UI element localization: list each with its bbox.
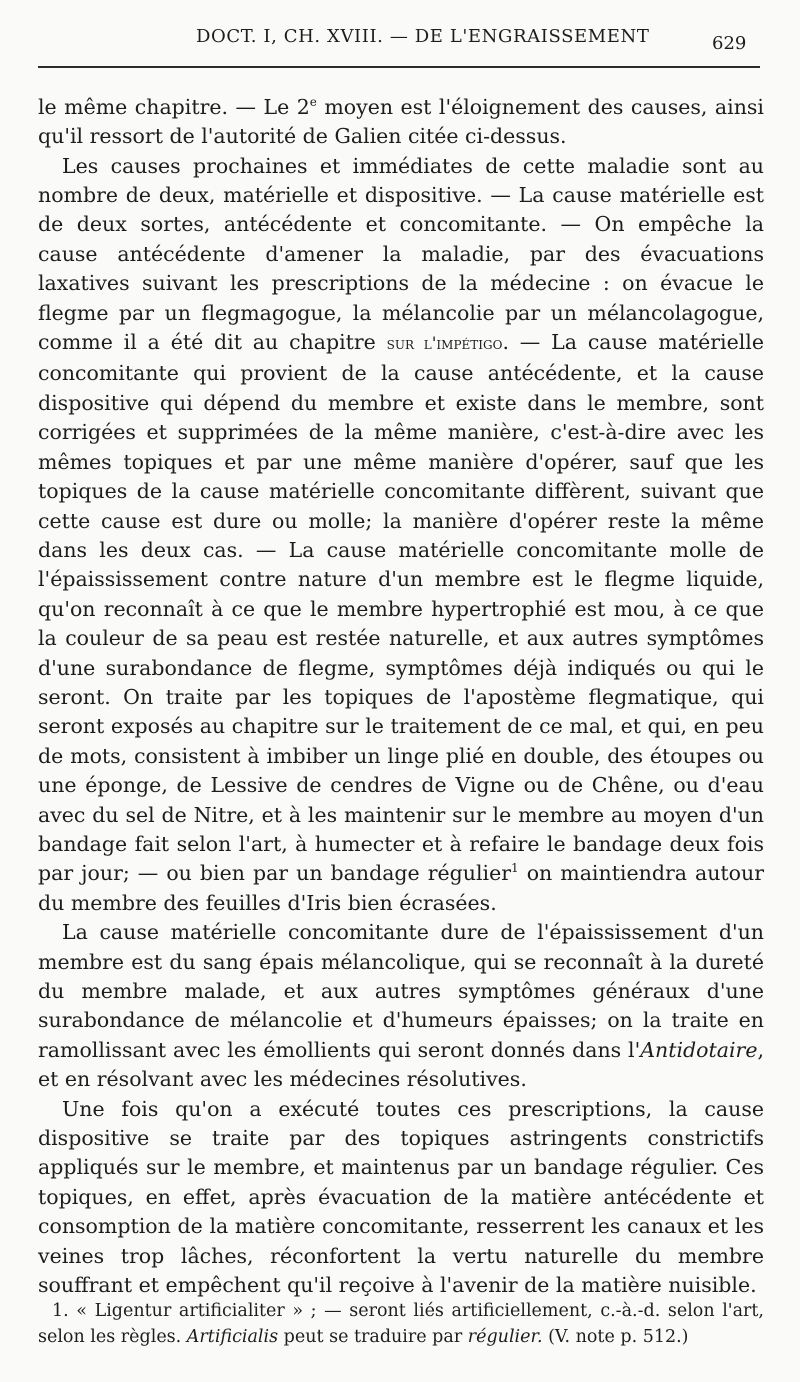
header-rule xyxy=(38,66,760,68)
p1-text-a: le même chapitre. — Le 2 xyxy=(38,94,310,119)
footnote-reference[interactable]: 1 xyxy=(511,861,519,876)
footnote-text-a: « Ligentur artificialiter » ; — seront liés artificiellement, c.-à.-d. selon l'art, selon les règles. xyxy=(38,1301,764,1347)
paragraph-1 xyxy=(38,88,764,152)
p3-text-a: La cause matérielle concomitante dure de l'épaississement d'un membre est du sang épais mélancolique, qui se reconnaît à la dureté du membre malade, et aux autres symptômes généraux d'une surabondance de mélancolie et d'humeurs épaisses; on la traite en ramollissant avec les émollients qui seront donnés dans l' xyxy=(38,920,764,1062)
paragraph-2 xyxy=(38,152,764,919)
chapter-reference: sur l'impétigo xyxy=(386,334,503,355)
running-title: DOCT. I, CH. XVIII. — DE L'ENGRAISSEMENT xyxy=(196,26,650,47)
footnote-number: 1. xyxy=(52,1301,69,1321)
footnote-text-c: (V. note p. 512.) xyxy=(542,1327,689,1347)
paragraph-3 xyxy=(38,918,764,1094)
main-text xyxy=(38,88,764,1300)
p2-text-c: on maintiendra autour du membre des feuilles d'Iris bien écrasées. xyxy=(38,861,764,915)
paragraph-4: Une fois qu'on a exécuté toutes ces prescriptions, la cause dispositive se traite par des topiques astringents constrictifs appliqués sur le membre, et maintenus par un bandage régulier. Ces topiques, en effet, après évacuation de la matière antécédente et consomption de la matière concomitante, resserrent les canaux et les veines trop lâches, réconfortent la vertu naturelle du membre souffrant et empêchent qu'il reçoive à l'avenir de la matière nuisible. xyxy=(38,1096,764,1298)
footnote-italic-1: Artificialis xyxy=(186,1327,279,1347)
p1-text-b: moyen est l'éloignement des causes, ainsi qu'il ressort de l'autorité de Galien citée ci-dessus. xyxy=(38,94,764,149)
antidotaire-title: Antidotaire xyxy=(640,1037,758,1062)
p2-text-a: Les causes prochaines et immédiates de cette maladie sont au nombre de deux, matérielle et dispositive. — La cause matérielle est de deux sortes, antécédente et concomitante. — On empêche la cause antécédente d'amener la maladie, par des évacuations laxatives suivant les prescriptions de la médecine : on évacue le flegme par un flegmagogue, la mélancolie par un mélancolagogue, comme il a été dit au chapitre xyxy=(38,153,764,355)
footnote xyxy=(38,1298,764,1350)
footnote-italic-2: régulier. xyxy=(467,1327,543,1347)
p1-superscript: e xyxy=(309,95,317,109)
footnote-text-b: peut se traduire par xyxy=(278,1327,468,1347)
p3-text-b: , et en résolvant avec les médecines résolutives. xyxy=(38,1037,764,1092)
p2-text-b: . — La cause matérielle concomitante qui provient de la cause antécédente, et la cause dispositive qui dépend du membre et existe dans le membre, sont corrigées et supprimées de la même manière, c'est-à-dire avec les mêmes topiques et par une même manière d'opérer, sauf que les topiques de la cause matérielle concomitante diffèrent, suivant que cette cause est dure ou molle; la manière d'opérer reste la même dans les deux cas. — La cause matérielle concomitante molle de l'épaississement contre nature d'un membre est le flegme liquide, qu'on reconnaît à ce que le membre hypertrophié est mou, à ce que la couleur de sa peau est restée naturelle, et aux autres symptômes d'une surabondance de flegme, symptômes déjà indiqués ou qui le seront. On traite par les topiques de l'apostème flegmatique, qui seront exposés au chapitre sur le traitement de ce mal, et qui, en peu de mots, consistent à imbiber un linge plié en double, des étoupes ou une éponge, de Lessive de cendres de Vigne ou de Chêne, ou d'eau avec du sel de Nitre, et à les maintenir sur le membre au moyen d'un bandage fait selon l'art, à humecter et à refaire le bandage deux fois par jour; — ou bien par un bandage régulier xyxy=(38,330,764,886)
page-number: 629 xyxy=(712,33,747,54)
